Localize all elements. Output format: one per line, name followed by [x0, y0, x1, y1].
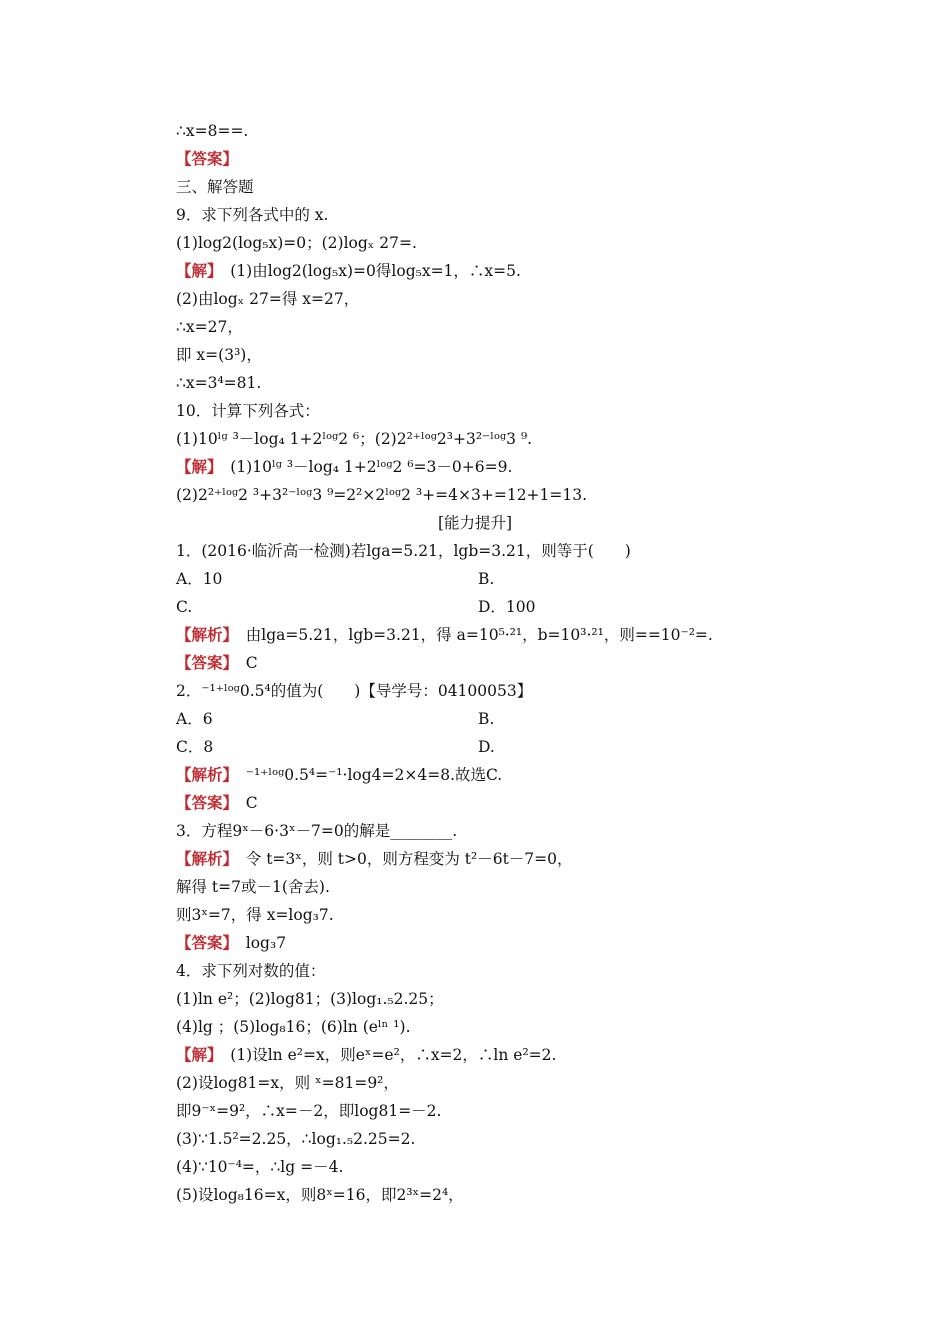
option-a: A．6 [176, 710, 213, 728]
text-line: 解得 t=7或－1(舍去). [176, 878, 330, 896]
question-2: 2．⁻¹⁺ˡᵒᵍ0.5⁴的值为( )【导学号：04100053】 [176, 682, 533, 700]
solution-line: 【解】 (1)10ˡᵍ ³－log₄ 1+2ˡᵒᵍ2 ⁶=3－0+6=9. [176, 457, 513, 476]
solution-tag: 【解】 [176, 1045, 215, 1064]
option-row [176, 594, 536, 620]
analysis-tag: 【解析】 [176, 849, 231, 868]
analysis-line: 【解析】 令 t=3ˣ，则 t>0，则方程变为 t²－6t－7=0， [176, 849, 573, 868]
solution-line: 【解】 (1)设ln e²=x，则eˣ=e²，∴x=2，∴ln e²=2. [176, 1045, 557, 1064]
text-line: (2)由logₓ 27=得 x=27， [176, 290, 360, 308]
option-b: B. [478, 710, 495, 728]
answer-line: 【答案】 log₃7 [176, 933, 287, 952]
question-1: 1．(2016·临沂高一检测)若lga=5.21，lgb=3.21，则等于( ) [176, 542, 631, 560]
answer-line: 【答案】 C [176, 653, 258, 672]
option-d: D. [478, 738, 495, 756]
option-c: C. [176, 598, 193, 616]
section-heading: 三、解答题 [176, 178, 254, 196]
option-d: D．100 [478, 598, 536, 616]
text-line: 则3ˣ=7，得 x=log₃7. [176, 906, 334, 924]
answer-tag: 【答案】 [176, 149, 239, 168]
text-line: ∴x=27， [176, 318, 243, 336]
text-line: (4)lg ；(5)log₈16；(6)ln (eˡⁿ ¹). [176, 1018, 411, 1036]
answer-tag: 【答案】 [176, 933, 231, 952]
analysis-line: 【解析】 ⁻¹⁺ˡᵒᵍ0.5⁴=⁻¹·log4=2×4=8.故选C. [176, 765, 503, 784]
option-row [176, 734, 495, 760]
option-row [176, 706, 495, 732]
text-line: (4)∵10⁻⁴=，∴lg =－4. [176, 1158, 344, 1176]
text-line: (1)ln e²；(2)log81；(3)log₁.₅2.25； [176, 990, 444, 1008]
text-line: 即 x=(3³)， [176, 346, 262, 364]
question-3: 3．方程9ˣ－6·3ˣ－7=0的解是________. [176, 822, 458, 840]
question-4: 4．求下列对数的值： [176, 962, 326, 980]
text-line: (1)log2(log₅x)=0；(2)logₓ 27=. [176, 234, 417, 252]
analysis-tag: 【解析】 [176, 625, 231, 644]
section-heading: [能力提升] [437, 514, 513, 532]
option-a: A．10 [176, 570, 223, 588]
option-b: B. [478, 570, 495, 588]
text-line: ∴x=3⁴=81. [176, 374, 262, 392]
text-line: (2)设log81=x，则 ˣ=81=9²， [176, 1074, 399, 1092]
text-line: (2)2²⁺ˡᵒᵍ2 ³+3²⁻ˡᵒᵍ3 ⁹=2²×2ˡᵒᵍ2 ³+=4×3+=12+1=13. [176, 486, 588, 504]
text-line: ∴x=8==. [176, 122, 249, 140]
solution-tag: 【解】 [176, 457, 215, 476]
analysis-line: 【解析】 由lga=5.21，lgb=3.21，得 a=10⁵·²¹，b=10³·²¹，则==10⁻²=. [176, 625, 713, 644]
answer-line [176, 146, 238, 172]
answer-tag: 【答案】 [176, 793, 231, 812]
option-c: C．8 [176, 738, 214, 756]
answer-line: 【答案】 C [176, 793, 258, 812]
option-row [176, 566, 495, 592]
text-line: (5)设log₈16=x，则8ˣ=16，即2³ˣ=2⁴， [176, 1186, 464, 1204]
text-line: 即9⁻ˣ=9²，∴x=－2，即log81=－2. [176, 1102, 442, 1120]
text-line: (1)10ˡᵍ ³－log₄ 1+2ˡᵒᵍ2 ⁶；(2)2²⁺ˡᵒᵍ2³+3²⁻ˡᵒᵍ3 ⁹. [176, 430, 533, 448]
answer-tag: 【答案】 [176, 653, 231, 672]
text-line: (3)∵1.5²=2.25，∴log₁.₅2.25=2. [176, 1130, 416, 1148]
solution-tag: 【解】 [176, 261, 215, 280]
solution-line: 【解】 (1)由log2(log₅x)=0得log₅x=1，∴x=5. [176, 261, 521, 280]
question-10: 10．计算下列各式： [176, 402, 320, 420]
question-9: 9．求下列各式中的 x. [176, 206, 329, 224]
analysis-tag: 【解析】 [176, 765, 231, 784]
